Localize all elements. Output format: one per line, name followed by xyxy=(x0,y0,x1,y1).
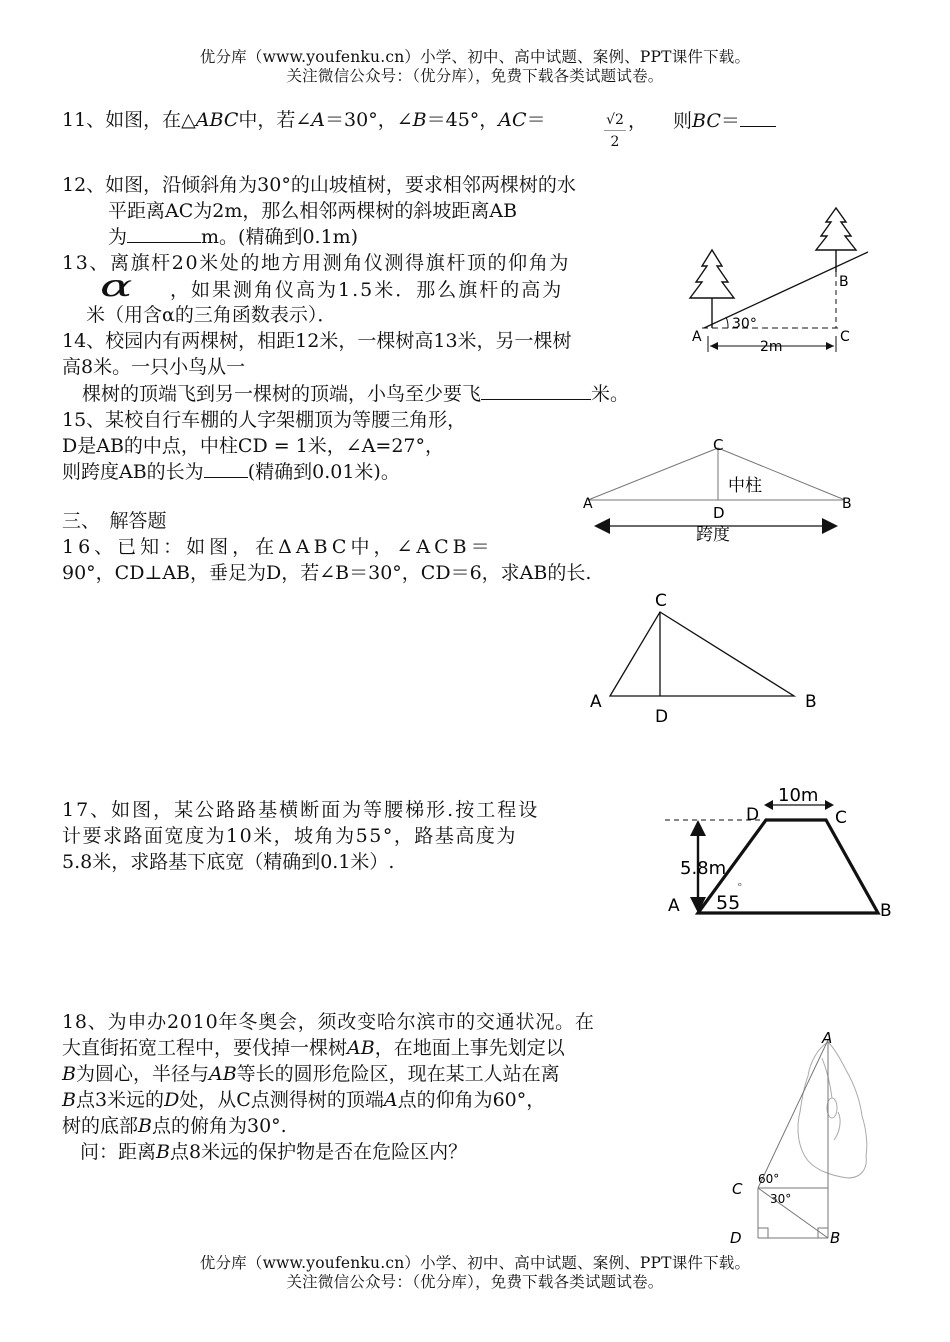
question-11-tail: ， 则BC＝ xyxy=(628,108,776,133)
fig18-label-b: B xyxy=(830,1229,841,1247)
question-13-line-3: 米（用含α的三角函数表示）． xyxy=(86,304,337,326)
fig15-pillar-label: 中柱 xyxy=(728,476,762,496)
question-18-line-2: 大直街拓宽工程中，要伐掉一棵树AB，在地面上事先划定以 xyxy=(62,1037,565,1059)
fig18-angle-60: 60° xyxy=(758,1172,780,1186)
tree-left-icon xyxy=(690,250,734,328)
figure-truss xyxy=(580,434,850,550)
question-17-line-1: 17、如图，某公路路基横断面为等腰梯形.按工程设 xyxy=(62,799,540,821)
question-18-line-4: B点3米远的D处，从C点测得树的顶端A点的仰角为60°， xyxy=(62,1089,546,1111)
fig18-label-d: D xyxy=(730,1229,742,1247)
fig18-label-a: A xyxy=(822,1029,833,1047)
answer-blank-14[interactable] xyxy=(481,381,591,400)
question-18-line-5: 树的底部B点的俯角为30°. xyxy=(62,1115,287,1137)
fig17-height: 5.8m xyxy=(680,858,727,879)
header-line-2: 关注微信公众号：（优分库），免费下载各类试题试卷。 xyxy=(286,67,664,85)
question-17-line-2: 计要求路面宽度为10米，坡角为55°，路基高度为 xyxy=(62,825,517,847)
fig12-label-c: C xyxy=(840,329,850,345)
fig12-angle: 30° xyxy=(732,316,757,332)
question-17-line-3: 5.8米，求路基下底宽（精确到0.1米）. xyxy=(62,851,395,873)
fig12-label-b: B xyxy=(839,274,849,290)
fig17-angle: 55 xyxy=(716,892,741,914)
fig12-label-a: A xyxy=(692,329,702,345)
fig17-label-b: B xyxy=(880,901,892,921)
fig15-span-label: 跨度 xyxy=(696,525,730,545)
question-12-line-3: 为 m。(精确到0.1m) xyxy=(108,226,359,248)
fig12-distance: 2m xyxy=(760,339,783,355)
fig16-label-a: A xyxy=(590,692,602,712)
question-14-line-2: 高8米。一只小鸟从一 xyxy=(62,356,246,378)
fig15-label-b: B xyxy=(842,496,852,512)
answer-blank-15[interactable] xyxy=(204,459,248,478)
question-13-line-2: α ，如果测角仪高为1.5米．那么旗杆的高为 xyxy=(100,269,564,304)
question-15-line-1: 15、某校自行车棚的人字架棚顶为等腰三角形， xyxy=(62,409,467,431)
section-heading: 三、 解答题 xyxy=(62,510,167,532)
question-18-line-3: B为圆心，半径与AB等长的圆形危险区，现在某工人站在离 xyxy=(62,1063,560,1085)
fig16-label-c: C xyxy=(655,591,667,611)
question-13-line-1: 13、离旗杆20米处的地方用测角仪测得旗杆顶的仰角为 xyxy=(62,252,570,274)
footer-line-1: 优分库（www.youfenku.cn）小学、初中、高中试题、案例、PPT课件下载。 xyxy=(199,1254,751,1272)
fig17-label-d: D xyxy=(746,805,760,825)
question-16-line-1: 16、已知：如图，在ΔABC中，∠ACB＝ xyxy=(62,536,494,558)
triangle-abc xyxy=(610,612,794,696)
question-18-line-1: 18、为申办2010年冬奥会，须改变哈尔滨市的交通状况。在 xyxy=(62,1011,595,1033)
question-12-line-2: 平距离AC为2m，那么相邻两棵树的斜坡距离AB xyxy=(108,200,518,222)
fig17-angle-mark: ° xyxy=(737,881,743,894)
question-15-line-3: 则跨度AB的长为 (精确到0.01米)。 xyxy=(62,461,400,483)
tree-crown-sketch xyxy=(798,1042,867,1178)
figure-right-triangle xyxy=(580,586,830,726)
question-14-line-1: 14、校园内有两棵树，相距12米，一棵树高13米，另一棵树 xyxy=(62,330,572,352)
fig18-angle-30: 30° xyxy=(770,1192,792,1206)
footer-line-2: 关注微信公众号：（优分库），免费下载各类试题试卷。 xyxy=(286,1273,664,1291)
fig17-top-width: 10m xyxy=(778,785,819,806)
question-16-line-2: 90°，CD⊥AB，垂足为D，若∠B＝30°，CD＝6，求AB的长. xyxy=(62,562,592,584)
fig16-label-b: B xyxy=(805,692,817,712)
figure-slope-trees xyxy=(676,200,876,360)
segment-ca xyxy=(758,1040,828,1188)
fig15-label-a: A xyxy=(583,496,593,512)
angle-arc xyxy=(726,317,728,328)
fig17-label-a: A xyxy=(668,896,680,916)
tree-right-icon xyxy=(816,208,856,272)
fraction-sqrt2-over-2: √2 2 xyxy=(604,110,626,153)
question-14-line-3: 棵树的顶端飞到另一棵树的顶端，小鸟至少要飞 米。 xyxy=(82,383,630,405)
alpha-symbol: α xyxy=(100,269,133,304)
answer-blank-12[interactable] xyxy=(127,224,201,243)
right-angle-marks xyxy=(758,1228,828,1238)
truss-left-rafter xyxy=(588,448,718,500)
fig17-label-c: C xyxy=(835,808,847,828)
answer-blank-11[interactable] xyxy=(740,108,776,127)
question-18-line-6: 问：距离B点8米远的保护物是否在危险区内？ xyxy=(80,1141,468,1163)
figure-trapezoid xyxy=(660,780,900,920)
fig15-label-d: D xyxy=(713,504,725,522)
fig18-label-c: C xyxy=(732,1180,743,1198)
header-line-1: 优分库（www.youfenku.cn）小学、初中、高中试题、案例、PPT课件下载。 xyxy=(199,48,751,66)
figure-tree-observer xyxy=(722,1028,872,1248)
question-12-line-1: 12、如图，沿倾斜角为30°的山坡植树，要求相邻两棵树的水 xyxy=(62,174,576,196)
fig15-label-c: C xyxy=(713,436,724,454)
question-15-line-2: D是AB的中点，中柱CD = 1米，∠A=27°， xyxy=(62,435,445,457)
fig16-label-d: D xyxy=(655,707,669,727)
question-11: 11、如图，在△ABC中，若∠A＝30°，∠B＝45°，AC＝ xyxy=(62,109,546,131)
